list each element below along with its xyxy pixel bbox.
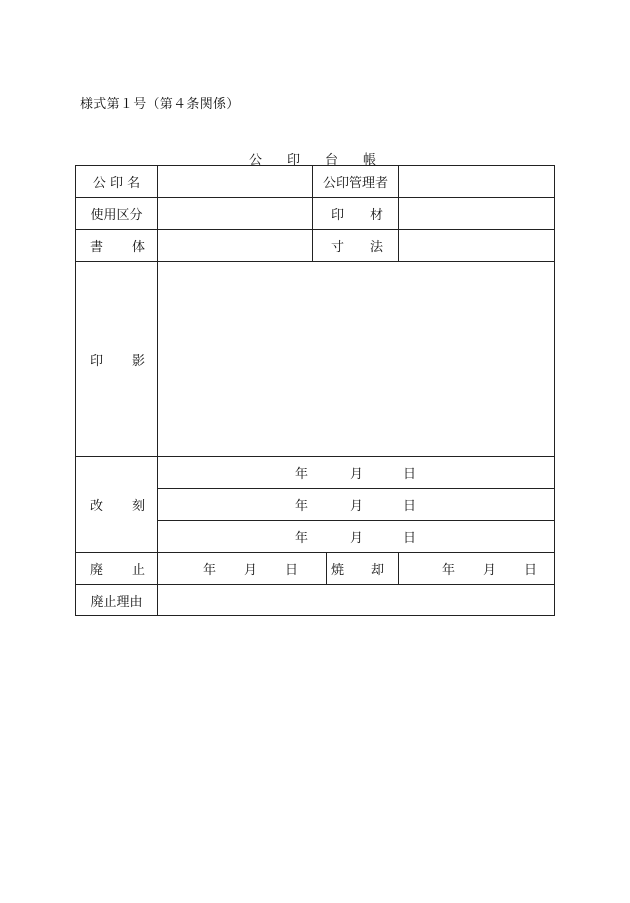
abolition-reason-label: 廃止理由 [90,594,143,610]
label-char: 寸 [331,240,345,255]
day-unit: 日 [285,563,299,578]
month-unit: 月 [350,531,364,546]
label-char: 印 [90,353,104,369]
incineration-date-field[interactable] [399,553,554,584]
day-unit: 日 [403,467,417,482]
year-unit: 年 [203,563,217,578]
abolition-label [76,553,157,584]
title-char: 台 [325,153,339,168]
seal-name-label: 公 印 名 [92,176,141,191]
abolition-date-field[interactable] [158,553,326,584]
revision-label [76,457,157,552]
usage-category-field[interactable] [158,198,312,229]
seal-material-field[interactable] [399,198,554,229]
label-char: 廃 [90,563,104,578]
seal-ledger-table [75,165,555,616]
usage-category-label: 使用区分 [90,208,143,223]
month-unit: 月 [350,467,364,482]
year-unit: 年 [442,563,456,578]
year-unit: 年 [295,499,309,514]
impression-label [76,262,157,456]
revision-date-3[interactable] [158,521,554,552]
revision-date-2[interactable] [158,489,554,520]
day-unit: 日 [403,499,417,514]
month-unit: 月 [350,499,364,514]
seal-manager-label: 公印管理者 [322,176,388,191]
form-number-label: 様式第１号（第４条関係） [80,97,240,112]
year-unit: 年 [295,467,309,482]
title-char: 印 [287,153,301,168]
typeface-field[interactable] [158,230,312,261]
month-unit: 月 [483,563,497,578]
typeface-label [76,230,157,261]
label-char: 書 [90,240,104,255]
day-unit: 日 [403,531,417,546]
label-char: 印 [331,208,345,223]
seal-material-label [313,198,398,229]
title-char: 公 [249,153,263,168]
label-char: 材 [369,208,383,223]
day-unit: 日 [524,563,538,578]
label-char: 焼 [331,563,345,578]
label-char: 刻 [131,499,145,514]
incineration-label [327,553,398,584]
year-unit: 年 [295,531,309,546]
seal-name-field[interactable] [158,166,312,197]
label-char: 止 [131,563,145,578]
seal-manager-field[interactable] [399,166,554,197]
seal-impression-area[interactable] [158,262,554,456]
label-char: 法 [369,240,383,255]
label-char: 影 [131,353,145,369]
label-char: 体 [131,240,145,255]
revision-date-1[interactable] [158,457,554,488]
dimensions-field[interactable] [399,230,554,261]
abolition-reason-field[interactable] [158,585,554,615]
dimensions-label [313,230,398,261]
title-char: 帳 [363,153,377,168]
label-char: 却 [370,563,384,578]
month-unit: 月 [244,563,258,578]
label-char: 改 [90,499,104,514]
